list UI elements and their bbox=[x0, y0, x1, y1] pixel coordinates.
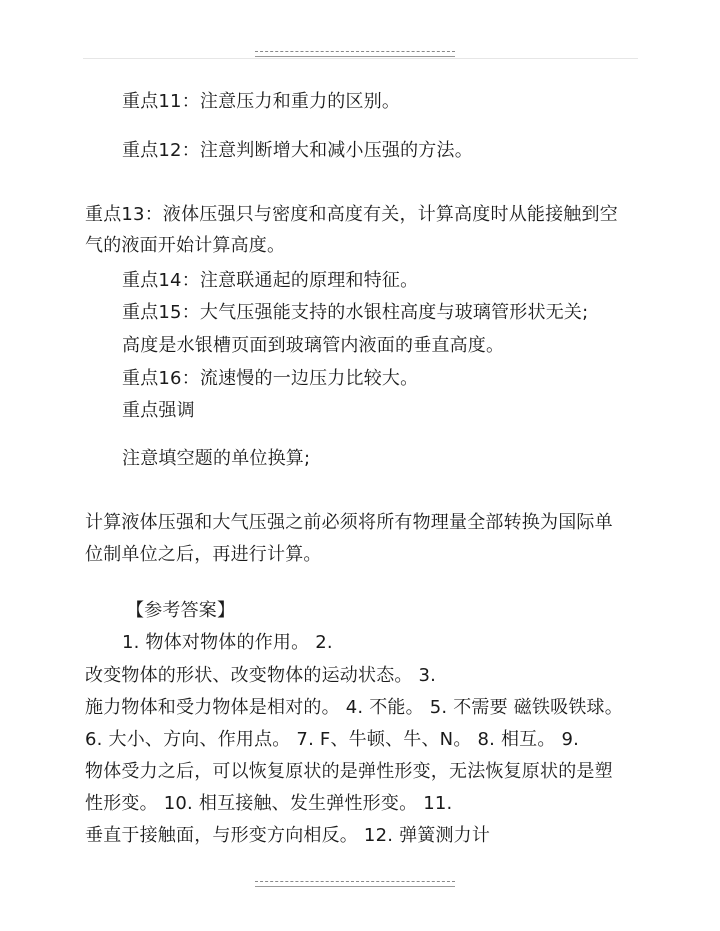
emphasis-note-2-cont: 位制单位之后，再进行计算。 bbox=[85, 544, 322, 565]
emphasis-heading: 重点强调 bbox=[122, 400, 195, 421]
answer-line: 施力物体和受力物体是相对的。 4. 不能。 5. 不需要 磁铁吸铁球。 bbox=[85, 697, 623, 718]
answer-line: 垂直于接触面，与形变方向相反。 12. 弹簧测力计 bbox=[85, 825, 491, 846]
key-point-11: 重点11：注意压力和重力的区别。 bbox=[122, 91, 401, 112]
answer-line: 6. 大小、方向、作用点。 7. F、牛顿、牛、N。 8. 相互。 9. bbox=[85, 729, 580, 750]
answer-line: 性形变。 10. 相互接触、发生弹性形变。 11. bbox=[85, 793, 453, 814]
answer-line: 物体受力之后，可以恢复原状的是弹性形变，无法恢复原状的是塑 bbox=[85, 761, 613, 782]
answers-heading: 【参考答案】 bbox=[126, 600, 236, 621]
key-point-13-cont: 气的液面开始计算高度。 bbox=[85, 235, 286, 256]
key-point-12: 重点12：注意判断增大和减小压强的方法。 bbox=[122, 140, 473, 161]
emphasis-note-2: 计算液体压强和大气压强之前必须将所有物理量全部转换为国际单 bbox=[85, 512, 613, 533]
emphasis-note-1: 注意填空题的单位换算; bbox=[122, 448, 311, 469]
footer-rule bbox=[255, 886, 455, 887]
key-point-16: 重点16：流速慢的一边压力比较大。 bbox=[122, 368, 419, 389]
key-point-13: 重点13：液体压强只与密度和高度有关，计算高度时从能接触到空 bbox=[85, 204, 618, 225]
header-dashed-line bbox=[255, 51, 455, 52]
key-point-15: 重点15：大气压强能支持的水银柱高度与玻璃管形状无关; bbox=[122, 302, 589, 323]
page-top-rule bbox=[83, 58, 638, 59]
answer-line: 改变物体的形状、改变物体的运动状态。 3. bbox=[85, 665, 437, 686]
footer-dashed-line bbox=[255, 881, 455, 882]
answer-line: 1. 物体对物体的作用。 2. bbox=[122, 632, 333, 653]
key-point-15-cont: 高度是水银槽页面到玻璃管内液面的垂直高度。 bbox=[122, 335, 505, 356]
header-rule bbox=[255, 56, 455, 57]
key-point-14: 重点14：注意联通起的原理和特征。 bbox=[122, 270, 419, 291]
